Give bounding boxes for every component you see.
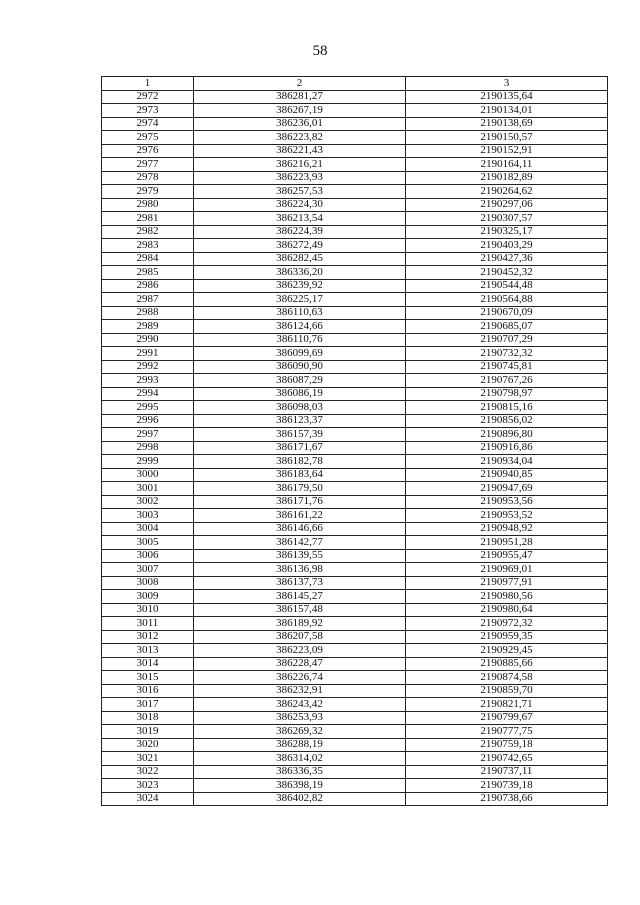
y-coordinate-cell: 2190798,97 [406, 387, 608, 401]
y-coordinate-cell: 2190134,01 [406, 104, 608, 118]
x-coordinate-cell: 386179,50 [194, 482, 406, 496]
y-coordinate-cell: 2190929,45 [406, 644, 608, 658]
x-coordinate-cell: 386171,67 [194, 441, 406, 455]
point-number-cell: 2982 [102, 225, 194, 239]
y-coordinate-cell: 2190564,88 [406, 293, 608, 307]
x-coordinate-cell: 386269,32 [194, 725, 406, 739]
y-coordinate-cell: 2190707,29 [406, 333, 608, 347]
y-coordinate-cell: 2190815,16 [406, 401, 608, 415]
y-coordinate-cell: 2190767,26 [406, 374, 608, 388]
y-coordinate-cell: 2190916,86 [406, 441, 608, 455]
y-coordinate-cell: 2190544,48 [406, 279, 608, 293]
x-coordinate-cell: 386223,82 [194, 131, 406, 145]
x-coordinate-cell: 386098,03 [194, 401, 406, 415]
x-coordinate-cell: 386224,30 [194, 198, 406, 212]
point-number-cell: 3000 [102, 468, 194, 482]
y-coordinate-cell: 2190940,85 [406, 468, 608, 482]
y-coordinate-cell: 2190856,02 [406, 414, 608, 428]
y-coordinate-cell: 2190859,70 [406, 684, 608, 698]
table-row [102, 117, 608, 131]
point-number-cell: 2996 [102, 414, 194, 428]
point-number-cell: 3023 [102, 779, 194, 793]
point-number-cell: 2973 [102, 104, 194, 118]
x-coordinate-cell: 386136,98 [194, 563, 406, 577]
table-row [102, 684, 608, 698]
table-row [102, 90, 608, 104]
y-coordinate-cell: 2190307,57 [406, 212, 608, 226]
y-coordinate-cell: 2190152,91 [406, 144, 608, 158]
y-coordinate-cell: 2190777,75 [406, 725, 608, 739]
x-coordinate-cell: 386142,77 [194, 536, 406, 550]
table-row [102, 482, 608, 496]
table-row [102, 279, 608, 293]
table-row [102, 671, 608, 685]
point-number-cell: 2989 [102, 320, 194, 334]
table-row [102, 441, 608, 455]
table-row [102, 171, 608, 185]
table-row [102, 657, 608, 671]
y-coordinate-cell: 2190164,11 [406, 158, 608, 172]
y-coordinate-cell: 2190959,35 [406, 630, 608, 644]
y-coordinate-cell: 2190325,17 [406, 225, 608, 239]
x-coordinate-cell: 386336,20 [194, 266, 406, 280]
coordinates-table [101, 76, 608, 806]
y-coordinate-cell: 2190948,92 [406, 522, 608, 536]
point-number-cell: 2987 [102, 293, 194, 307]
point-number-cell: 3011 [102, 617, 194, 631]
point-number-cell: 2972 [102, 90, 194, 104]
table-header [102, 77, 608, 91]
point-number-cell: 2979 [102, 185, 194, 199]
x-coordinate-cell: 386232,91 [194, 684, 406, 698]
table-row [102, 455, 608, 469]
y-coordinate-cell: 2190977,91 [406, 576, 608, 590]
x-coordinate-cell: 386228,47 [194, 657, 406, 671]
table-row [102, 495, 608, 509]
x-coordinate-cell: 386207,58 [194, 630, 406, 644]
point-number-cell: 3019 [102, 725, 194, 739]
x-coordinate-cell: 386182,78 [194, 455, 406, 469]
y-coordinate-cell: 2190969,01 [406, 563, 608, 577]
x-coordinate-cell: 386226,74 [194, 671, 406, 685]
point-number-cell: 3006 [102, 549, 194, 563]
y-coordinate-cell: 2190896,80 [406, 428, 608, 442]
x-coordinate-cell: 386139,55 [194, 549, 406, 563]
x-coordinate-cell: 386272,49 [194, 239, 406, 253]
table-row [102, 509, 608, 523]
point-number-cell: 3013 [102, 644, 194, 658]
point-number-cell: 3007 [102, 563, 194, 577]
x-coordinate-cell: 386189,92 [194, 617, 406, 631]
table-row [102, 536, 608, 550]
x-coordinate-cell: 386110,76 [194, 333, 406, 347]
y-coordinate-cell: 2190182,89 [406, 171, 608, 185]
point-number-cell: 3018 [102, 711, 194, 725]
table-row [102, 198, 608, 212]
x-coordinate-cell: 386157,39 [194, 428, 406, 442]
y-coordinate-cell: 2190452,32 [406, 266, 608, 280]
y-coordinate-cell: 2190759,18 [406, 738, 608, 752]
point-number-cell: 3008 [102, 576, 194, 590]
point-number-cell: 2977 [102, 158, 194, 172]
point-number-cell: 2974 [102, 117, 194, 131]
point-number-cell: 3024 [102, 792, 194, 806]
table-row [102, 698, 608, 712]
x-coordinate-cell: 386221,43 [194, 144, 406, 158]
table-row [102, 387, 608, 401]
table-row [102, 792, 608, 806]
table-row [102, 765, 608, 779]
point-number-cell: 2988 [102, 306, 194, 320]
table-row [102, 725, 608, 739]
x-coordinate-cell: 386213,54 [194, 212, 406, 226]
y-coordinate-cell: 2190264,62 [406, 185, 608, 199]
column-header-2: 2 [194, 77, 406, 91]
y-coordinate-cell: 2190980,56 [406, 590, 608, 604]
y-coordinate-cell: 2190821,71 [406, 698, 608, 712]
y-coordinate-cell: 2190953,52 [406, 509, 608, 523]
y-coordinate-cell: 2190685,07 [406, 320, 608, 334]
table-row [102, 563, 608, 577]
table-row [102, 711, 608, 725]
table-row [102, 225, 608, 239]
point-number-cell: 3004 [102, 522, 194, 536]
point-number-cell: 2978 [102, 171, 194, 185]
column-header-1: 1 [102, 77, 194, 91]
y-coordinate-cell: 2190953,56 [406, 495, 608, 509]
point-number-cell: 2994 [102, 387, 194, 401]
y-coordinate-cell: 2190745,81 [406, 360, 608, 374]
table-row [102, 644, 608, 658]
x-coordinate-cell: 386087,29 [194, 374, 406, 388]
y-coordinate-cell: 2190732,32 [406, 347, 608, 361]
x-coordinate-cell: 386281,27 [194, 90, 406, 104]
table-row [102, 320, 608, 334]
point-number-cell: 3002 [102, 495, 194, 509]
x-coordinate-cell: 386216,21 [194, 158, 406, 172]
y-coordinate-cell: 2190297,06 [406, 198, 608, 212]
x-coordinate-cell: 386253,93 [194, 711, 406, 725]
y-coordinate-cell: 2190951,28 [406, 536, 608, 550]
table-row [102, 549, 608, 563]
y-coordinate-cell: 2190427,36 [406, 252, 608, 266]
table-row [102, 131, 608, 145]
y-coordinate-cell: 2190799,67 [406, 711, 608, 725]
table-row [102, 590, 608, 604]
table-row [102, 576, 608, 590]
y-coordinate-cell: 2190874,58 [406, 671, 608, 685]
point-number-cell: 2992 [102, 360, 194, 374]
table-row [102, 752, 608, 766]
y-coordinate-cell: 2190670,09 [406, 306, 608, 320]
table-row [102, 360, 608, 374]
y-coordinate-cell: 2190135,64 [406, 90, 608, 104]
y-coordinate-cell: 2190972,32 [406, 617, 608, 631]
x-coordinate-cell: 386161,22 [194, 509, 406, 523]
x-coordinate-cell: 386090,90 [194, 360, 406, 374]
y-coordinate-cell: 2190138,69 [406, 117, 608, 131]
point-number-cell: 2990 [102, 333, 194, 347]
table-row [102, 401, 608, 415]
table-row [102, 414, 608, 428]
y-coordinate-cell: 2190947,69 [406, 482, 608, 496]
point-number-cell: 3010 [102, 603, 194, 617]
table-row [102, 347, 608, 361]
table-row [102, 603, 608, 617]
y-coordinate-cell: 2190737,11 [406, 765, 608, 779]
table-row [102, 212, 608, 226]
point-number-cell: 3014 [102, 657, 194, 671]
x-coordinate-cell: 386123,37 [194, 414, 406, 428]
x-coordinate-cell: 386282,45 [194, 252, 406, 266]
page-number: 58 [312, 43, 328, 59]
point-number-cell: 3001 [102, 482, 194, 496]
table-row [102, 104, 608, 118]
point-number-cell: 3022 [102, 765, 194, 779]
point-number-cell: 3020 [102, 738, 194, 752]
point-number-cell: 2984 [102, 252, 194, 266]
point-number-cell: 2975 [102, 131, 194, 145]
x-coordinate-cell: 386223,93 [194, 171, 406, 185]
column-header-3: 3 [406, 77, 608, 91]
x-coordinate-cell: 386239,92 [194, 279, 406, 293]
table-row [102, 738, 608, 752]
x-coordinate-cell: 386224,39 [194, 225, 406, 239]
point-number-cell: 2997 [102, 428, 194, 442]
y-coordinate-cell: 2190980,64 [406, 603, 608, 617]
point-number-cell: 3015 [102, 671, 194, 685]
point-number-cell: 3017 [102, 698, 194, 712]
table-row [102, 428, 608, 442]
x-coordinate-cell: 386124,66 [194, 320, 406, 334]
table-row [102, 617, 608, 631]
x-coordinate-cell: 386086,19 [194, 387, 406, 401]
table-row [102, 630, 608, 644]
point-number-cell: 2999 [102, 455, 194, 469]
table-row [102, 144, 608, 158]
y-coordinate-cell: 2190739,18 [406, 779, 608, 793]
x-coordinate-cell: 386183,64 [194, 468, 406, 482]
y-coordinate-cell: 2190934,04 [406, 455, 608, 469]
point-number-cell: 2985 [102, 266, 194, 280]
table-row [102, 252, 608, 266]
table-row [102, 779, 608, 793]
y-coordinate-cell: 2190738,66 [406, 792, 608, 806]
point-number-cell: 2976 [102, 144, 194, 158]
header-row [102, 77, 608, 91]
x-coordinate-cell: 386236,01 [194, 117, 406, 131]
x-coordinate-cell: 386137,73 [194, 576, 406, 590]
table-row [102, 158, 608, 172]
x-coordinate-cell: 386402,82 [194, 792, 406, 806]
y-coordinate-cell: 2190955,47 [406, 549, 608, 563]
x-coordinate-cell: 386398,19 [194, 779, 406, 793]
x-coordinate-cell: 386145,27 [194, 590, 406, 604]
table-row [102, 374, 608, 388]
table-row [102, 185, 608, 199]
point-number-cell: 3012 [102, 630, 194, 644]
table-row [102, 306, 608, 320]
point-number-cell: 3016 [102, 684, 194, 698]
x-coordinate-cell: 386288,19 [194, 738, 406, 752]
x-coordinate-cell: 386223,09 [194, 644, 406, 658]
point-number-cell: 2981 [102, 212, 194, 226]
table-row [102, 333, 608, 347]
x-coordinate-cell: 386146,66 [194, 522, 406, 536]
point-number-cell: 2993 [102, 374, 194, 388]
x-coordinate-cell: 386336,35 [194, 765, 406, 779]
x-coordinate-cell: 386171,76 [194, 495, 406, 509]
point-number-cell: 3003 [102, 509, 194, 523]
table-body [102, 90, 608, 806]
x-coordinate-cell: 386314,02 [194, 752, 406, 766]
x-coordinate-cell: 386157,48 [194, 603, 406, 617]
x-coordinate-cell: 386099,69 [194, 347, 406, 361]
point-number-cell: 2986 [102, 279, 194, 293]
table-row [102, 293, 608, 307]
x-coordinate-cell: 386267,19 [194, 104, 406, 118]
x-coordinate-cell: 386257,53 [194, 185, 406, 199]
table-row [102, 266, 608, 280]
y-coordinate-cell: 2190150,57 [406, 131, 608, 145]
table-row [102, 239, 608, 253]
point-number-cell: 3005 [102, 536, 194, 550]
table-row [102, 522, 608, 536]
point-number-cell: 2991 [102, 347, 194, 361]
y-coordinate-cell: 2190885,66 [406, 657, 608, 671]
x-coordinate-cell: 386110,63 [194, 306, 406, 320]
point-number-cell: 2995 [102, 401, 194, 415]
point-number-cell: 2980 [102, 198, 194, 212]
x-coordinate-cell: 386225,17 [194, 293, 406, 307]
table-row [102, 468, 608, 482]
point-number-cell: 3009 [102, 590, 194, 604]
point-number-cell: 3021 [102, 752, 194, 766]
y-coordinate-cell: 2190742,65 [406, 752, 608, 766]
point-number-cell: 2998 [102, 441, 194, 455]
point-number-cell: 2983 [102, 239, 194, 253]
y-coordinate-cell: 2190403,29 [406, 239, 608, 253]
x-coordinate-cell: 386243,42 [194, 698, 406, 712]
